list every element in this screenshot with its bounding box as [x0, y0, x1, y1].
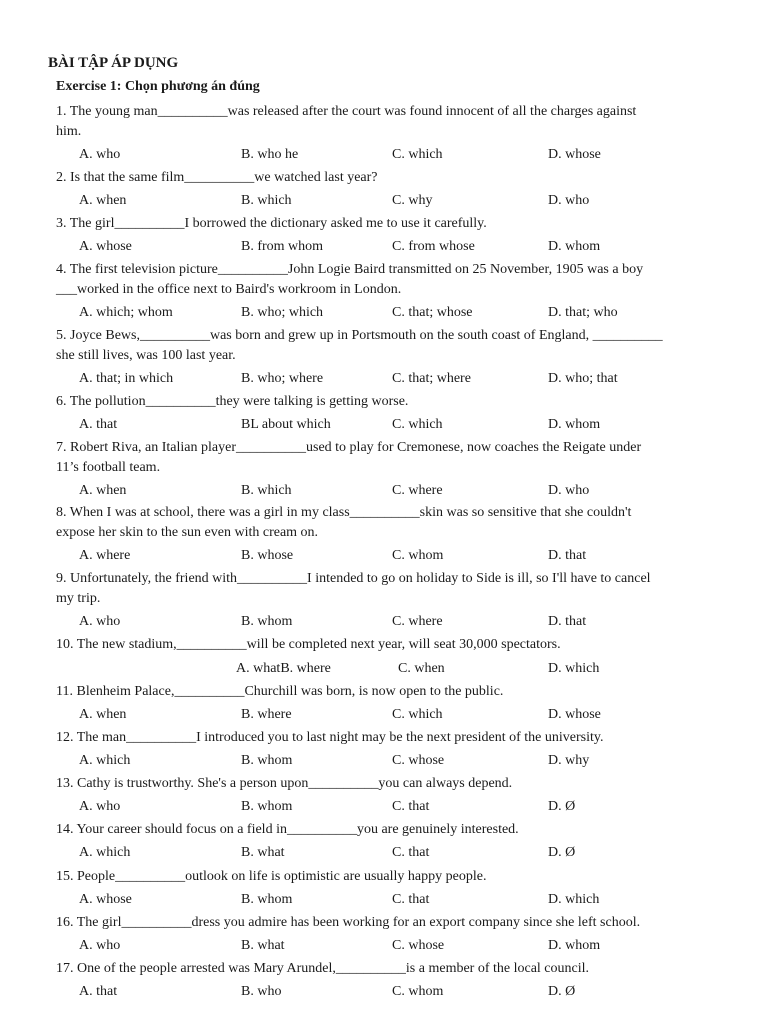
question-11-text: 11. Blenheim Palace,__________Churchill was born, is now open to the public. — [56, 684, 504, 699]
question-14-text: 14. Your career should focus on a field in__________you are genuinely interested. — [56, 822, 519, 837]
question-5-option: C. that; where — [392, 371, 471, 386]
question-11-option: A. when — [79, 707, 127, 722]
question-13-option: C. that — [392, 799, 430, 814]
question-16-option: B. what — [241, 938, 285, 953]
question-2-option: B. which — [241, 193, 292, 208]
question-14-option: C. that — [392, 845, 430, 860]
question-1-text: 1. The young man__________was released after the court was found innocent of all the charges against — [56, 104, 637, 119]
question-5-option: D. who; that — [548, 371, 618, 386]
question-16-text: 16. The girl__________dress you admire has been working for an export company since she left school. — [56, 915, 641, 930]
question-9-option: A. who — [79, 614, 121, 629]
question-7-option: A. when — [79, 483, 127, 498]
question-11-option: C. which — [392, 707, 443, 722]
question-16-option: D. whom — [548, 938, 601, 953]
question-17-option: C. whom — [392, 984, 444, 999]
question-1-option: D. whose — [548, 147, 601, 162]
question-6-text: 6. The pollution__________they were talking is getting worse. — [56, 394, 409, 409]
question-13-text: 13. Cathy is trustworthy. She's a person upon__________you can always depend. — [56, 776, 513, 791]
question-12-text: 12. The man__________I introduced you to last night may be the next president of the university. — [56, 730, 604, 745]
question-8-option: B. whose — [241, 548, 294, 563]
question-5-text: 5. Joyce Bews,__________was born and grew up in Portsmouth on the south coast of England, __________ — [56, 328, 663, 343]
question-13-option: D. Ø — [548, 799, 576, 814]
question-2-option: D. who — [548, 193, 590, 208]
question-1-option: B. who he — [241, 147, 299, 162]
question-12-option: D. why — [548, 753, 590, 768]
question-12-option: A. which — [79, 753, 131, 768]
question-15-option: C. that — [392, 892, 430, 907]
question-7-option: B. which — [241, 483, 292, 498]
question-6-option: D. whom — [548, 417, 601, 432]
question-11-option: D. whose — [548, 707, 601, 722]
exercise-heading: Exercise 1: Chọn phương án đúng — [56, 79, 260, 94]
question-1-option: C. which — [392, 147, 443, 162]
question-2-option: C. why — [392, 193, 433, 208]
question-2-option: A. when — [79, 193, 127, 208]
question-9-option: B. whom — [241, 614, 293, 629]
question-6-option: BL about which — [241, 417, 331, 432]
question-7-text: 7. Robert Riva, an Italian player__________used to play for Cremonese, now coaches the Reigate under — [56, 440, 642, 455]
question-15-option: B. whom — [241, 892, 293, 907]
question-3-text: 3. The girl__________I borrowed the dictionary asked me to use it carefully. — [56, 216, 487, 231]
question-17-option: A. that — [79, 984, 118, 999]
question-17-text: 17. One of the people arrested was Mary Arundel,__________is a member of the local council. — [56, 961, 590, 976]
question-4-text: ___worked in the office next to Baird's workroom in London. — [56, 282, 402, 297]
question-9-option: C. where — [392, 614, 443, 629]
question-4-option: B. who; which — [241, 305, 324, 320]
question-9-option: D. that — [548, 614, 587, 629]
question-3-option: C. from whose — [392, 239, 475, 254]
question-4-text: 4. The first television picture__________John Logie Baird transmitted on 25 November, 1905 was a boy — [56, 262, 644, 277]
question-10-option: D. which — [548, 661, 600, 676]
question-4-option: C. that; whose — [392, 305, 473, 320]
worksheet-title: BÀI TẬP ÁP DỤNG — [48, 55, 179, 71]
question-17-option: B. who — [241, 984, 282, 999]
question-15-option: D. which — [548, 892, 600, 907]
question-8-option: D. that — [548, 548, 587, 563]
question-14-option: D. Ø — [548, 845, 576, 860]
question-5-option: B. who; where — [241, 371, 324, 386]
question-8-text: expose her skin to the sun even with cream on. — [56, 525, 319, 540]
question-13-option: B. whom — [241, 799, 293, 814]
question-10-option: C. when — [398, 661, 445, 676]
question-8-option: A. where — [79, 548, 131, 563]
question-2-text: 2. Is that the same film__________we watched last year? — [56, 170, 378, 185]
question-17-option: D. Ø — [548, 984, 576, 999]
question-5-option: A. that; in which — [79, 371, 174, 386]
question-4-option: D. that; who — [548, 305, 618, 320]
question-16-option: A. who — [79, 938, 121, 953]
question-16-option: C. whose — [392, 938, 445, 953]
question-11-option: B. where — [241, 707, 292, 722]
question-7-option: C. where — [392, 483, 443, 498]
question-8-text: 8. When I was at school, there was a girl in my class__________skin was so sensitive that she couldn't — [56, 505, 632, 520]
question-8-option: C. whom — [392, 548, 444, 563]
question-15-option: A. whose — [79, 892, 132, 907]
question-1-text: him. — [56, 124, 82, 139]
question-4-option: A. which; whom — [79, 305, 173, 320]
question-12-option: C. whose — [392, 753, 445, 768]
question-3-option: D. whom — [548, 239, 601, 254]
question-10-text: 10. The new stadium,__________will be completed next year, will seat 30,000 spectators. — [56, 637, 561, 652]
question-10-option: A. whatB. where — [236, 661, 331, 676]
question-14-option: A. which — [79, 845, 131, 860]
question-7-option: D. who — [548, 483, 590, 498]
question-9-text: 9. Unfortunately, the friend with__________I intended to go on holiday to Side is ill, so I'll have to cancel — [56, 571, 651, 586]
question-13-option: A. who — [79, 799, 121, 814]
question-6-option: C. which — [392, 417, 443, 432]
question-6-option: A. that — [79, 417, 118, 432]
question-9-text: my trip. — [56, 591, 101, 606]
question-1-option: A. who — [79, 147, 121, 162]
question-15-text: 15. People__________outlook on life is optimistic are usually happy people. — [56, 869, 487, 884]
question-5-text: she still lives, was 100 last year. — [56, 348, 236, 363]
question-14-option: B. what — [241, 845, 285, 860]
question-3-option: A. whose — [79, 239, 132, 254]
question-12-option: B. whom — [241, 753, 293, 768]
question-3-option: B. from whom — [241, 239, 324, 254]
question-7-text: 11’s football team. — [56, 460, 161, 475]
